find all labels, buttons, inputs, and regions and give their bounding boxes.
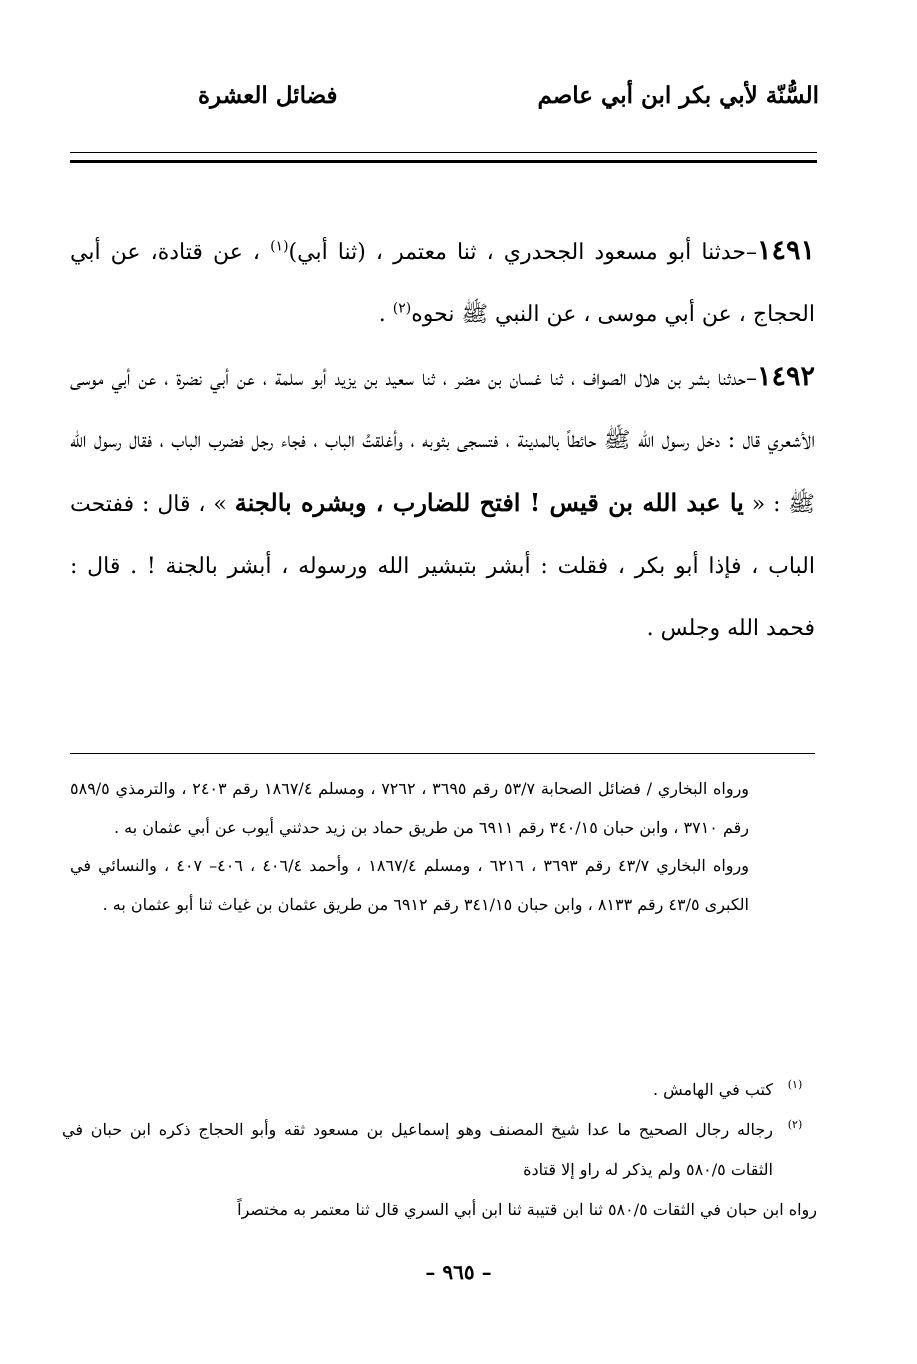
- hadith-text: –حدثنا أبو مسعود الجحدري ، ثنا معتمر ، (ثنا أبي): [288, 240, 757, 265]
- section-title: فضائل العشرة: [198, 82, 338, 109]
- running-header: [70, 82, 847, 122]
- takhrij-paragraph: ورواه البخاري ٤٣/٧ رقم ٣٦٩٣ ، ٦٢١٦ ، ومسلم ١٨٦٧/٤ ، وأحمد ٤٠٦/٤ ، ٤٠٦– ٤٠٧ ، والنسائي في الكبرى ٤٣/٥ رقم ٨١٣٣ ، وابن حبان ٣٤١/١٥ رقم ٦٩١٢ من طريق عثمان بن غياث ثنا أبو عثمان به .: [70, 856, 749, 914]
- hadith-text: .: [378, 302, 393, 327]
- page-number: – ٩٦٥ –: [425, 1260, 492, 1284]
- hadith-text: –حدثنا بشر بن هلال الصواف ، ثنا غسان بن مضر ، ثنا سعيد بن يزيد أبو سلمة ، عن أبي نضرة ، عن أبي موسى الأشعري قال : دخل رسول الله ﷺ حائطاً بالمدينة ، فتسجى بثوبه ، وأغلقتُ الباب ، فجاء رجل فضرب الباب ، فقال رسول الله ﷺ : «: [70, 366, 815, 517]
- takhrij-paragraph: ورواه البخاري / فضائل الصحابة ٥٣/٧ رقم ٣٦٩٥ ، ٧٢٦٢ ، ومسلم ١٨٦٧/٤ رقم ٢٤٠٣ ، والترمذي ٥٨٩/٥ رقم ٣٧١٠ ، وابن حبان ٣٤٠/١٥ رقم ٦٩١١ من طريق حماد بن زيد حدثني أيوب عن أبي عثمان به .: [70, 779, 750, 837]
- footnote: [62, 1070, 817, 1110]
- header-rule-thin: [70, 152, 817, 153]
- main-text: [70, 220, 815, 660]
- footnote-marker: (١): [787, 1078, 803, 1091]
- footnote-divider: [70, 753, 815, 754]
- hadith-1492: [70, 346, 815, 660]
- hadith-text: ، عن قتادة، عن أبي الحجاج ، عن أبي موسى ، عن النبي ﷺ نحوه: [70, 240, 815, 327]
- prophet-quote: يا عبد الله بن قيس ! افتح للضارب ، وبشره بالجنة: [234, 488, 744, 517]
- header-rule-thick: [70, 160, 817, 163]
- footnote-ref: (١): [270, 238, 289, 255]
- footnote: [62, 1110, 817, 1190]
- hadith-1491: [70, 220, 815, 346]
- footnote-text: كتب في الهامش .: [652, 1080, 773, 1099]
- hadith-number: ١٤٩٢: [756, 361, 815, 392]
- footnote-text: رجاله رجال الصحيح ما عدا شيخ المصنف وهو إسماعيل بن مسعود ثقه وأبو الحجاج ذكره ابن حبان في الثقات ٥٨٠/٥ ولم يذكر له راو إلا قتادة: [62, 1120, 773, 1179]
- book-title: السُّنّة لأبي بكر ابن أبي عاصم: [537, 82, 819, 109]
- hadith-text: » ، قال : ففتحت الباب ، فإذا أبو بكر ، فقلت : أبشر بتبشير الله ورسوله ، أبشر بالجنة ! . قال : فحمد الله وجلس .: [70, 492, 815, 641]
- footnotes: [62, 1070, 817, 1230]
- hadith-number: ١٤٩١: [756, 235, 815, 266]
- footnote-ref: (٢): [392, 300, 412, 317]
- footnote-marker: (٢): [787, 1118, 803, 1131]
- footnote-continuation: [62, 1190, 817, 1230]
- takhrij-section: [70, 770, 749, 924]
- footnote-text: رواه ابن حبان في الثقات ٥٨٠/٥ ثنا ابن قتيبة ثنا ابن أبي السري قال ثنا معتمر به مختصراً: [237, 1200, 817, 1219]
